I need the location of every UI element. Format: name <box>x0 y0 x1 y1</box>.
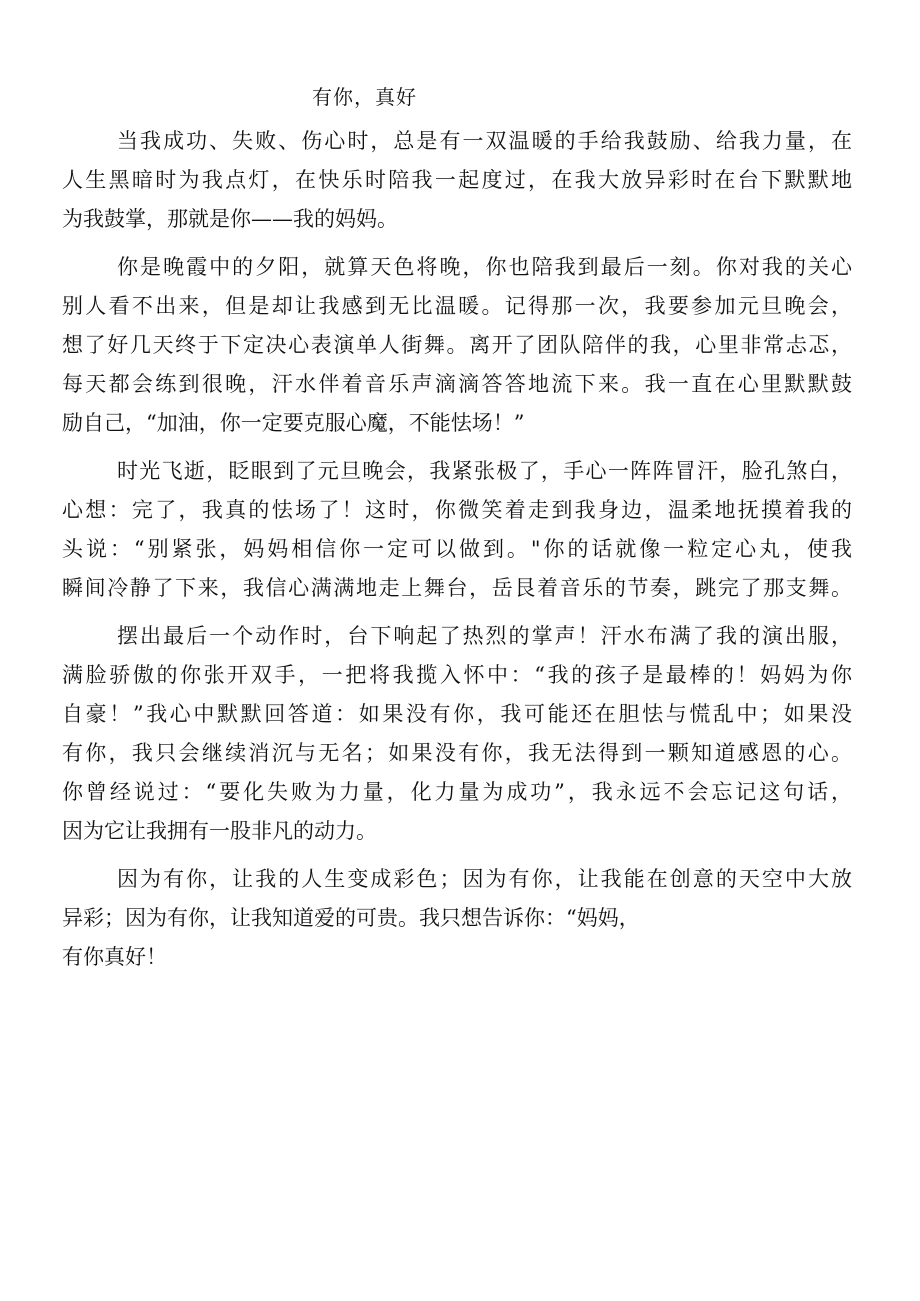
text-line: 每天都会练到很晚，汗水伴着音乐声滴滴答答地流下来。我一直在心里默默鼓 <box>62 372 852 396</box>
text-line: 励自己，“加油，你一定要克服心魔，不能怯场！” <box>62 411 525 435</box>
text-line: 你曾经说过：“要化失败为力量，化力量为成功”，我永远不会忘记这句话， <box>62 780 852 804</box>
paragraph-1 <box>62 122 852 239</box>
text-line: 为我鼓掌，那就是你——我的妈妈。 <box>62 207 398 231</box>
text-line: 你是晚霞中的夕阳，就算天色将晚，你也陪我到最后一刻。你对我的关心 <box>117 255 852 279</box>
essay-title: 有你，真好 <box>312 85 417 109</box>
paragraph-4 <box>62 617 852 851</box>
text-line: 因为有你，让我的人生变成彩色；因为有你，让我能在创意的天空中大放 <box>117 867 852 891</box>
paragraph-2 <box>62 248 852 443</box>
text-line: 有你真好！ <box>62 945 167 969</box>
text-line: 因为它让我拥有一股非凡的动力。 <box>62 819 377 843</box>
paragraph-5 <box>62 860 852 977</box>
text-line: 头说：“别紧张，妈妈相信你一定可以做到。"你的话就像一粒定心丸，使我 <box>62 537 852 561</box>
text-line: 有你，我只会继续消沉与无名；如果没有你，我无法得到一颗知道感恩的心。 <box>62 741 852 765</box>
text-line: 瞬间冷静了下来，我信心满满地走上舞台，岳艮着音乐的节奏，跳完了那支舞。 <box>62 576 852 600</box>
essay-body <box>62 122 852 986</box>
text-line: 别人看不出来，但是却让我感到无比温暖。记得那一次，我要参加元旦晚会， <box>62 294 852 318</box>
text-line: 心想：完了，我真的怯场了！这时，你微笑着走到我身边，温柔地抚摸着我的 <box>62 498 852 522</box>
text-line: 当我成功、失败、伤心时，总是有一双温暖的手给我鼓励、给我力量，在 <box>117 129 852 153</box>
text-line: 人生黑暗时为我点灯，在快乐时陪我一起度过，在我大放异彩时在台下默默地 <box>62 168 852 192</box>
text-line: 摆出最后一个动作时，台下响起了热烈的掌声！汗水布满了我的演出服， <box>117 624 852 648</box>
text-line: 想了好几天终于下定决心表演单人街舞。离开了团队陪伴的我，心里非常忐忑， <box>62 333 852 357</box>
text-line: 时光飞逝，眨眼到了元旦晚会，我紧张极了，手心一阵阵冒汗，脸孔煞白， <box>117 459 852 483</box>
text-line: 异彩；因为有你，让我知道爱的可贵。我只想告诉你：“妈妈， <box>62 906 640 930</box>
paragraph-3 <box>62 452 852 608</box>
text-line: 自豪！”我心中默默回答道：如果没有你，我可能还在胆怯与慌乱中；如果没 <box>62 702 852 726</box>
text-line: 满脸骄傲的你张开双手，一把将我揽入怀中：“我的孩子是最棒的！妈妈为你 <box>62 663 852 687</box>
